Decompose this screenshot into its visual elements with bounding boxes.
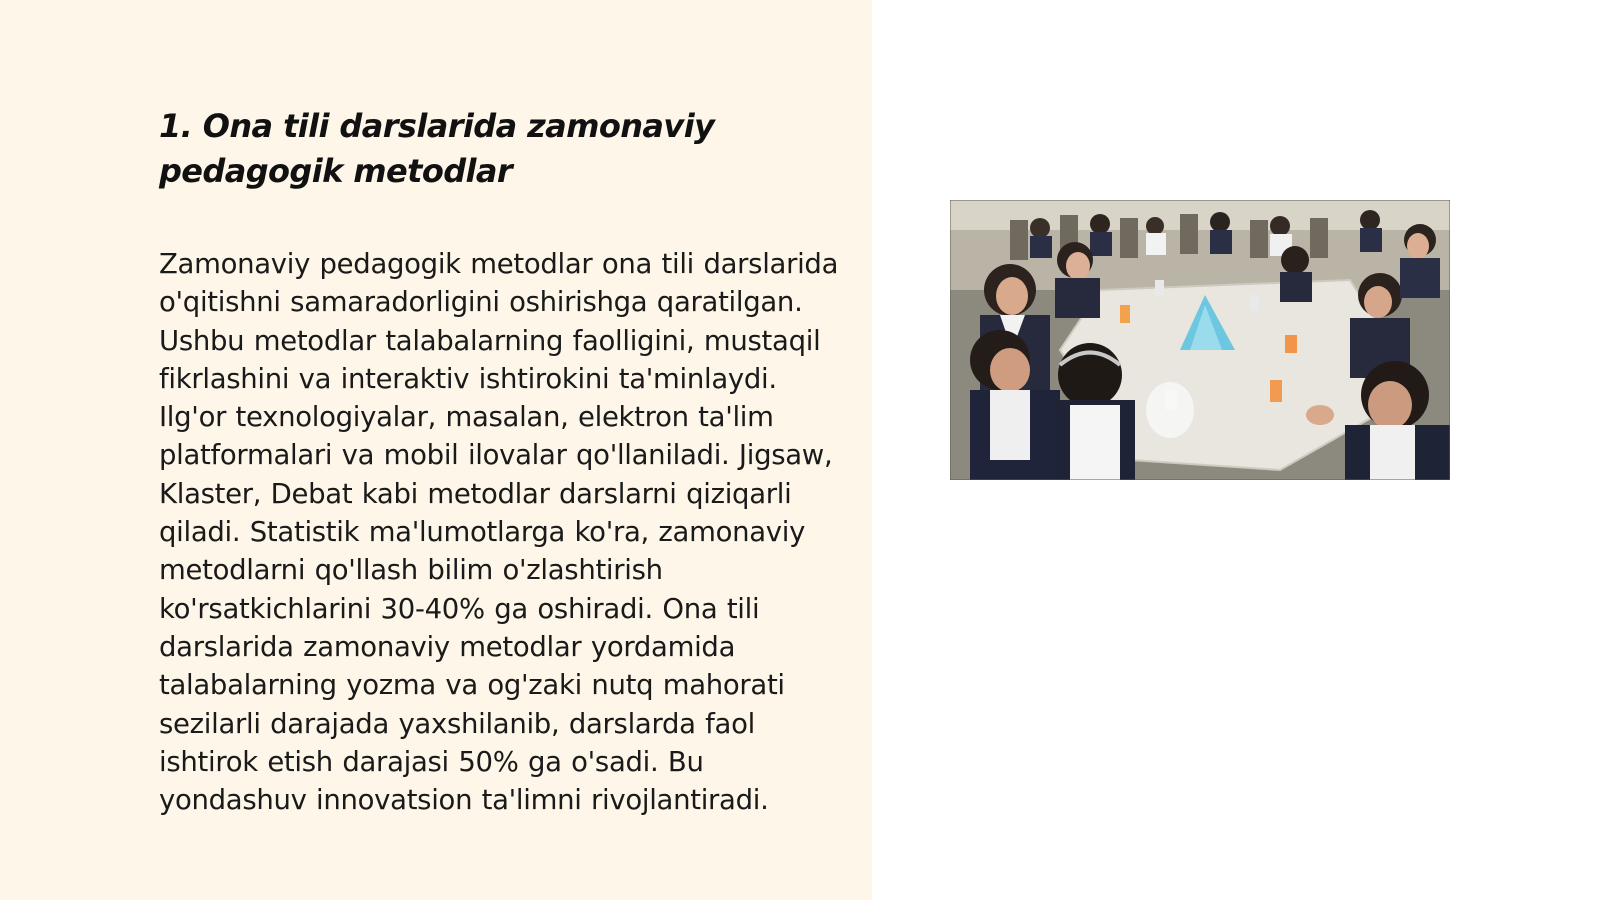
classroom-photo — [950, 200, 1450, 480]
slide-title: 1. Ona tili darslarida zamonaviy pedagogik metodlar — [159, 107, 715, 190]
slide-body-text: Zamonaviy pedagogik metodlar ona tili darslarida o'qitishni samaradorligini oshirishga qaratilgan. Ushbu metodlar talabalarning faolligini, mustaqil fikrlashini va interaktiv ishtirokini ta'minlaydi. Ilg'or texnologiyalar, masalan, elektron ta'lim platformalari va mobil ilovalar qo'llaniladi. Jigsaw, Klaster, Debat kabi metodlar darslarni qiziqarli qiladi. Statistik ma'lumotlarga ko'ra, zamonaviy metodlarni qo'llash bilim o'zlashtirish ko'rsatkichlarini 30-40% ga oshiradi. Ona tili darslarida zamonaviy metodlar yordamida talabalarning yozma va og'zaki nutq mahorati sezilarli darajada yaxshilanib, darslarda faol ishtirok etish darajasi 50% ga o'sadi. Bu yondashuv innovatsion ta'limni rivojlantiradi. — [159, 248, 839, 817]
classroom-photo-illustration — [950, 200, 1450, 480]
